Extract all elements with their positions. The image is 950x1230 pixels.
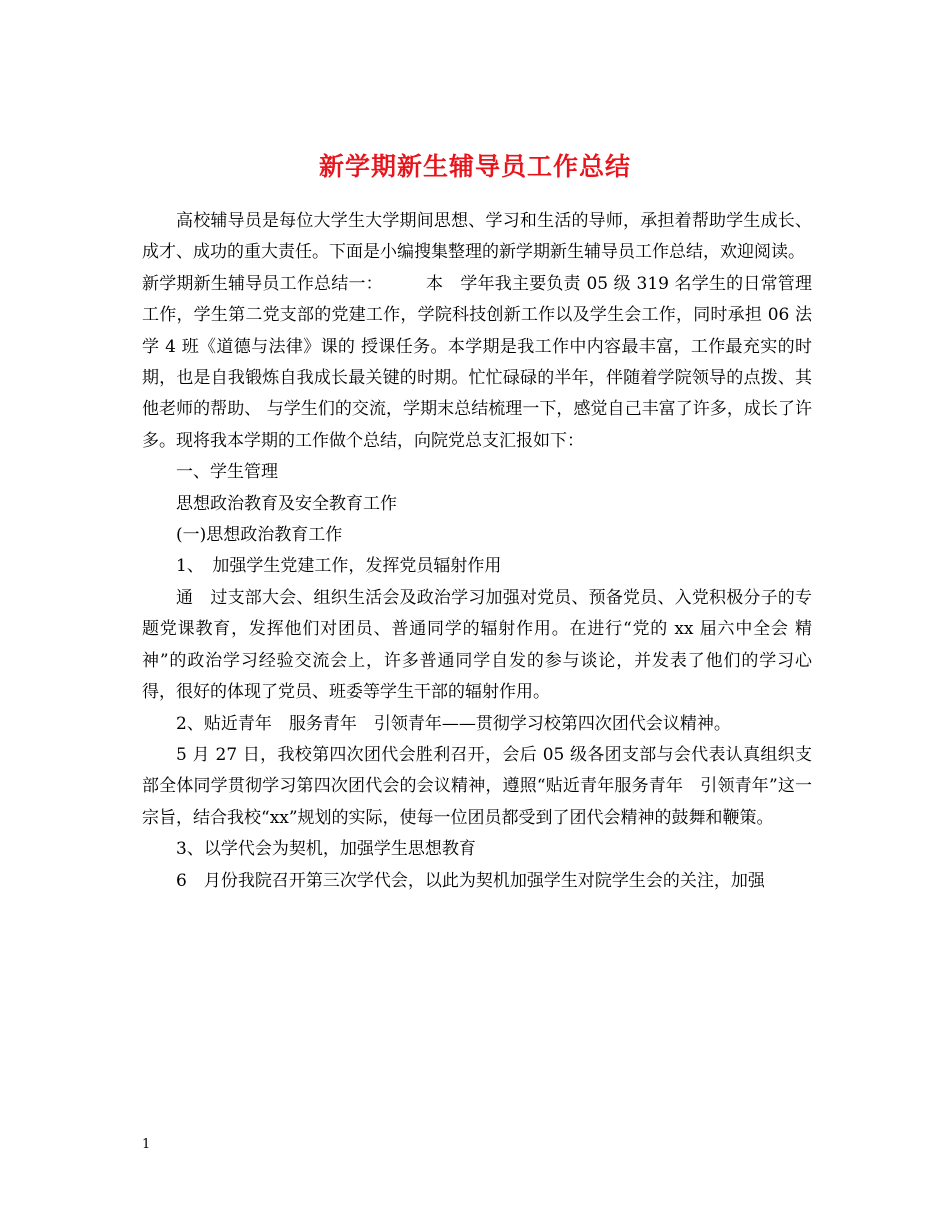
document-body [142, 206, 812, 897]
item-heading-youth: 2、贴近青年 服务青年 引领青年——贯彻学习校第四次团代会议精神。 [176, 713, 731, 734]
subsection-heading-political-education: (一)思想政治教育工作 [176, 525, 343, 546]
subsection-heading-education: 思想政治教育及安全教育工作 [176, 493, 397, 514]
page-number: 1 [142, 1137, 151, 1152]
paragraph-summary-one: 新学期新生辅导员工作总结一： 本 学年我主要负责 05 级 319 名学生的日常管理工作，学生第二党支部的党建工作，学院科技创新工作以及学生会工作，同时承担 06 法学 4 班《道德与法律》课的 授课任务。本学期是我工作中内容最丰富，工作最充实的时期，也是自我锻炼自我成长最关键的时期。忙忙碌碌的半年，伴随着学院领导的点拨、其他老师的帮助、 与学生们的交流，学期末总结梳理一下，感觉自己丰富了许多，成长了许多。现将我本学期的工作做个总结，向院党总支汇报如下： [142, 273, 812, 451]
paragraph-student-congress: 6 月份我院召开第三次学代会，以此为契机加强学生对院学生会的关注，加强 [176, 870, 765, 891]
item-heading-student-congress: 3、以学代会为契机，加强学生思想教育 [176, 839, 476, 860]
paragraph-youth-congress: 5 月 27 日，我校第四次团代会胜利召开，会后 05 级各团支部与会代表认真组织支部全体同学贯彻学习第四次团代会的会议精神，遵照“贴近青年服务青年 引领青年”这一宗旨，结合我校“xx”规划的实际，使每一位团员都受到了团代会精神的鼓舞和鞭策。 [142, 744, 812, 828]
page-title: 新学期新生辅导员工作总结 [318, 151, 631, 181]
section-heading-student-management: 一、学生管理 [176, 462, 278, 483]
paragraph-intro: 高校辅导员是每位大学生大学期间思想、学习和生活的导师，承担着帮助学生成长、成才、成功的重大责任。下面是小编搜集整理的新学期新生辅导员工作总结，欢迎阅读。 [142, 211, 812, 263]
paragraph-party-building: 通 过支部大会、组织生活会及政治学习加强对党员、预备党员、入党积极分子的专题党课教育，发挥他们对团员、普通同学的辐射作用。在进行“党的 xx 届六中全会 精神”的政治学习经验交流会上，许多普通同学自发的参与谈论，并发表了他们的学习心得，很好的体现了党员、班委等学生干部的辐射作用。 [142, 587, 812, 703]
item-heading-party-building: 1、 加强学生党建工作，发挥党员辐射作用 [176, 556, 502, 577]
